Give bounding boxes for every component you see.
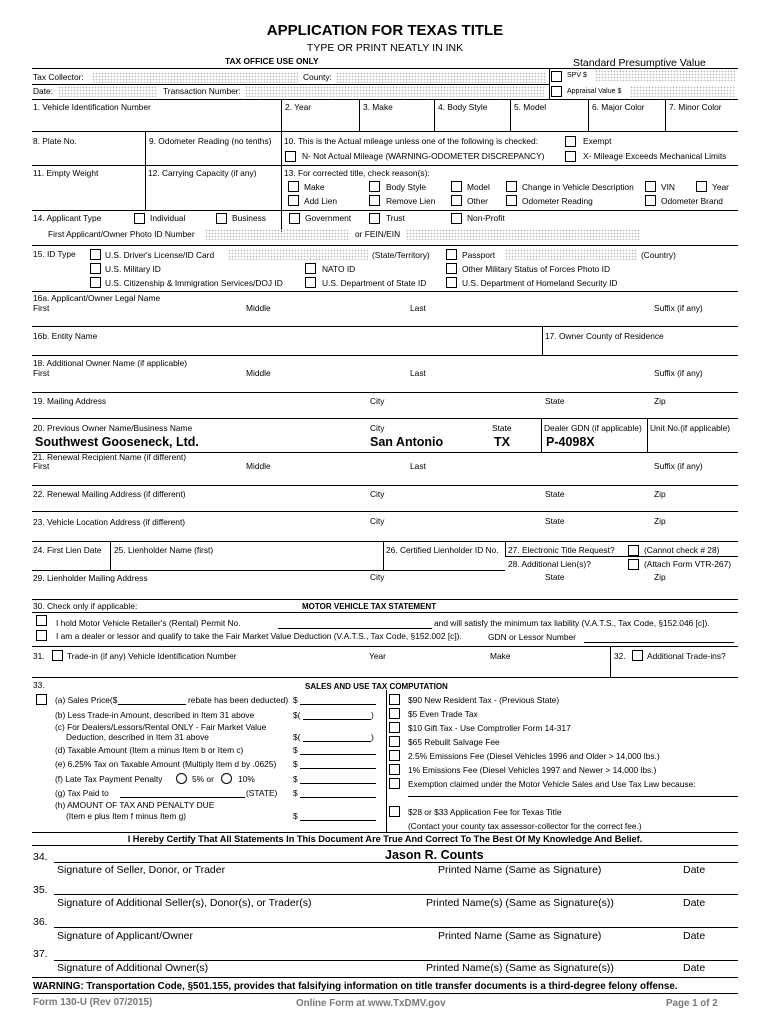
previous-state-label: State	[492, 423, 512, 433]
seller-signature-label: Signature of Seller, Donor, or Trader	[57, 864, 226, 876]
reason-odometer-brand-label: Odometer Brand	[661, 196, 723, 206]
additional-owner-label: 18. Additional Owner Name (if applicable)	[33, 358, 188, 368]
certified-lienholder-label: 26. Certified Lienholder ID No.	[386, 545, 499, 555]
dealer-gdn-value[interactable]: P-4098X	[546, 435, 595, 449]
mailing-city-label: City	[370, 396, 385, 406]
date-field[interactable]	[58, 86, 158, 97]
tradein-year-label: Year	[369, 651, 386, 661]
sig-35-number: 35.	[33, 884, 48, 896]
unit-no-label: Unit No.(if applicable)	[650, 423, 731, 433]
sut-number: 33.	[33, 680, 45, 690]
fee-gift-tax-checkbox[interactable]	[389, 722, 400, 733]
legal-name-last-label: Last	[410, 303, 426, 313]
tradein-checkbox[interactable]	[52, 650, 63, 661]
transaction-field[interactable]	[245, 86, 545, 97]
tax-amount-label: (e) 6.25% Tax on Taxable Amount (Multiply Item d by .0625)	[55, 759, 277, 769]
exemption-checkbox[interactable]	[389, 778, 400, 789]
check-applicable-label: 30. Check only if applicable:	[33, 601, 138, 611]
tradein-number: 31.	[33, 651, 45, 661]
additional-seller-date-label: Date	[683, 897, 706, 909]
applicant-printed-label: Printed Name (Same as Signature)	[438, 930, 602, 942]
type-business-label: Business	[232, 213, 266, 223]
reason-body-label: Body Style	[386, 182, 427, 192]
fee-contact-label: (Contact your county tax assessor-collector for the correct fee.)	[408, 821, 642, 831]
rebate-label: rebate has been deducted)	[188, 695, 289, 705]
fee-resident-label: $90 New Resident Tax - (Previous State)	[408, 695, 560, 705]
additional-owner-date-label: Date	[683, 962, 706, 974]
previous-city-label: City	[370, 423, 385, 433]
dealer-lessor-checkbox[interactable]	[36, 630, 47, 641]
renewal-zip-label: Zip	[654, 489, 666, 499]
reason-make-label: Make	[304, 182, 325, 192]
renewal-middle-label: Middle	[246, 461, 271, 471]
id-uscis-label: U.S. Citizenship & Immigration Services/DOJ ID	[105, 278, 283, 288]
lienholder-address-label: 29. Lienholder Mailing Address	[33, 573, 148, 583]
exceeds-checkbox[interactable]	[565, 151, 576, 162]
tax-office-heading: TAX OFFICE USE ONLY	[225, 56, 319, 66]
electronic-title-label: 27. Electronic Title Request?	[508, 545, 615, 555]
additional-liens-label: 28. Additional Lien(s)?	[508, 559, 591, 569]
form-subtitle: TYPE OR PRINT NEATLY IN INK	[306, 42, 464, 54]
fee-application-label: $28 or $33 Application Fee for Texas Title	[408, 807, 562, 817]
type-trust-label: Trust	[386, 213, 405, 223]
legal-name-first-label: First	[33, 303, 50, 313]
additional-liens-checkbox[interactable]	[628, 559, 639, 570]
sut-heading: SALES AND USE TAX COMPUTATION	[305, 682, 448, 691]
footer-page: Page 1 of 2	[666, 998, 718, 1009]
plate-label: 8. Plate No.	[33, 136, 77, 146]
reason-odometer-brand-checkbox[interactable]	[645, 195, 656, 206]
tax-amount-dollar: $	[293, 759, 298, 769]
applicant-type-label: 14. Applicant Type	[33, 213, 102, 223]
tax-due-label-1: (h) AMOUNT OF TAX AND PENALTY DUE	[55, 800, 215, 810]
additional-owner-last-label: Last	[410, 368, 426, 378]
legal-name-label: 16a. Applicant/Owner Legal Name	[33, 293, 161, 303]
less-tradein-close: )	[371, 710, 374, 720]
fmv-label-1: (c) For Dealers/Lessors/Rental ONLY - Fair Market Value	[55, 722, 267, 732]
fee-emissions-1-checkbox[interactable]	[389, 764, 400, 775]
additional-owner-printed-label: Printed Name(s) (Same as Signature(s))	[426, 962, 614, 974]
additional-owner-middle-label: Middle	[246, 368, 271, 378]
reason-body-checkbox[interactable]	[369, 181, 380, 192]
fee-resident-checkbox[interactable]	[389, 694, 400, 705]
tax-collector-label: Tax Collector:	[33, 72, 84, 82]
sales-price-dollar: $	[293, 695, 298, 705]
photo-id-field[interactable]	[205, 229, 350, 240]
fee-application-checkbox[interactable]	[389, 806, 400, 817]
type-nonprofit-checkbox[interactable]	[451, 213, 462, 224]
id-state-dept-label: U.S. Department of State ID	[322, 278, 427, 288]
location-state-label: State	[545, 516, 565, 526]
spv-heading: Standard Presumptive Value	[573, 57, 706, 69]
type-individual-checkbox[interactable]	[134, 213, 145, 224]
tax-paid-state-label: (STATE)	[246, 788, 278, 798]
penalty-ten-radio[interactable]	[221, 773, 232, 784]
reason-odometer-label: Odometer Reading	[522, 196, 593, 206]
tax-paid-dollar: $	[293, 788, 298, 798]
renewal-recipient-label: 21. Renewal Recipient Name (if different)	[33, 452, 186, 462]
id-dhs-checkbox[interactable]	[446, 277, 457, 288]
mailing-zip-label: Zip	[654, 396, 666, 406]
transaction-label: Transaction Number:	[163, 86, 241, 96]
renewal-last-label: Last	[410, 461, 426, 471]
mailing-state-label: State	[545, 396, 565, 406]
reason-odometer-checkbox[interactable]	[506, 195, 517, 206]
not-actual-checkbox[interactable]	[285, 151, 296, 162]
major-color-label: 6. Major Color	[592, 102, 645, 112]
additional-owner-suffix-label: Suffix (if any)	[654, 368, 703, 378]
id-country-field[interactable]	[505, 249, 637, 260]
id-passport-checkbox[interactable]	[446, 249, 457, 260]
minor-color-label: 7. Minor Color	[669, 102, 722, 112]
seller-printed-name-label: Printed Name (Same as Signature)	[438, 864, 602, 876]
reason-year-checkbox[interactable]	[696, 181, 707, 192]
taxable-amount-label: (d) Taxable Amount (Item a minus Item b or Item c)	[55, 745, 244, 755]
carrying-capacity-label: 12. Carrying Capacity (if any)	[148, 168, 257, 178]
renewal-suffix-label: Suffix (if any)	[654, 461, 703, 471]
location-zip-label: Zip	[654, 516, 666, 526]
tax-due-label-2: (Item e plus Item f minus Item g)	[66, 811, 187, 821]
applicant-signature-label: Signature of Applicant/Owner	[57, 930, 193, 942]
cannot-check-label: (Cannot check # 28)	[644, 545, 720, 555]
reason-vin-checkbox[interactable]	[645, 181, 656, 192]
additional-tradeins-label: Additional Trade-ins?	[647, 651, 726, 661]
fmv-dollar: $(	[293, 732, 301, 742]
fee-rebuilt-checkbox[interactable]	[389, 736, 400, 747]
reason-other-checkbox[interactable]	[451, 195, 462, 206]
appraisal-field[interactable]	[630, 86, 735, 97]
photo-id-label: First Applicant/Owner Photo ID Number	[48, 229, 195, 239]
body-style-label: 4. Body Style	[438, 102, 488, 112]
rental-permit-checkbox[interactable]	[36, 615, 47, 626]
additional-tradeins-checkbox[interactable]	[632, 650, 643, 661]
gdn-lessor-label: GDN or Lessor Number	[488, 632, 576, 642]
penalty-ten-label: 10%	[238, 774, 255, 784]
renewal-state-label: State	[545, 489, 565, 499]
late-penalty-label: (f) Late Tax Payment Penalty	[55, 774, 163, 784]
year-label: 2. Year	[285, 102, 312, 112]
reason-description-checkbox[interactable]	[506, 181, 517, 192]
attach-form-label: (Attach Form VTR-267)	[644, 559, 732, 569]
additional-seller-signature-label: Signature of Additional Seller(s), Donor(s), or Trader(s)	[57, 897, 312, 909]
seller-date-label: Date	[683, 864, 706, 876]
spv-checkbox[interactable]	[551, 71, 562, 82]
additional-tradeins-number: 32.	[614, 651, 626, 661]
tradein-make-label: Make	[490, 651, 511, 661]
warning-text: WARNING: Transportation Code, §501.155, provides that falsifying information on title transfer documents is a third-degree felony offense.	[33, 981, 678, 992]
reason-other-label: Other	[467, 196, 488, 206]
spv-label: SPV $	[567, 72, 587, 79]
first-lien-date-label: 24. First Lien Date	[33, 545, 102, 555]
lienholder-state-label: State	[545, 572, 565, 582]
fee-gift-tax-label: $10 Gift Tax - Use Comptroller Form 14-317	[408, 723, 571, 733]
footer-form-number: Form 130-U (Rev 07/2015)	[33, 997, 153, 1008]
form-title: APPLICATION FOR TEXAS TITLE	[266, 22, 504, 39]
reason-remove-lien-checkbox[interactable]	[369, 195, 380, 206]
id-uscis-checkbox[interactable]	[90, 277, 101, 288]
spv-field[interactable]	[595, 70, 735, 81]
appraisal-checkbox[interactable]	[551, 86, 562, 97]
appraisal-label: Appraisal Value $	[567, 88, 622, 95]
renewal-mailing-label: 22. Renewal Mailing Address (if different)	[33, 489, 186, 499]
not-actual-label: N- Not Actual Mileage (WARNING-ODOMETER DISCREPANCY)	[302, 151, 545, 161]
exempt-checkbox[interactable]	[565, 136, 576, 147]
fein-field[interactable]	[406, 229, 640, 240]
vehicle-location-label: 23. Vehicle Location Address (if different)	[33, 517, 186, 527]
id-military-label: U.S. Military ID	[105, 264, 161, 274]
reason-add-lien-checkbox[interactable]	[288, 195, 299, 206]
mailing-address-label: 19. Mailing Address	[33, 396, 107, 406]
fee-even-trade-checkbox[interactable]	[389, 708, 400, 719]
fmv-label-2: Deduction, described in Item 31 above	[66, 732, 209, 742]
dealer-lessor-label: I am a dealer or lessor and qualify to take the Fair Market Value Deduction (V.A.T.S., Tax Code, §152.002 [c]).	[56, 631, 462, 641]
renewal-city-label: City	[370, 489, 385, 499]
reason-add-lien-label: Add Lien	[304, 196, 338, 206]
id-nato-checkbox[interactable]	[305, 263, 316, 274]
location-city-label: City	[370, 516, 385, 526]
id-type-label: 15. ID Type	[33, 249, 76, 259]
rental-permit-label: I hold Motor Vehicle Retailer's (Rental) Permit No.	[56, 618, 241, 628]
id-other-military-label: Other Military Status of Forces Photo ID	[462, 264, 611, 274]
renewal-first-label: First	[33, 461, 50, 471]
type-nonprofit-label: Non-Profit	[467, 213, 505, 223]
tradein-label: Trade-in (if any) Vehicle Identification Number	[67, 651, 237, 661]
sig-37-number: 37.	[33, 948, 48, 960]
legal-name-middle-label: Middle	[246, 303, 271, 313]
additional-owner-first-label: First	[33, 368, 50, 378]
dealer-gdn-label: Dealer GDN (if applicable)	[544, 423, 642, 433]
fee-emissions-1-label: 1% Emissions Fee (Diesel Vehicles 1997 and Newer > 14,000 lbs.)	[408, 765, 657, 775]
less-tradein-dollar: $(	[293, 710, 301, 720]
id-drivers-license-label: U.S. Driver's License/ID Card	[105, 250, 215, 260]
penalty-dollar: $	[293, 774, 298, 784]
reason-model-checkbox[interactable]	[451, 181, 462, 192]
sig-36-number: 36.	[33, 916, 48, 928]
lienholder-zip-label: Zip	[654, 572, 666, 582]
exemption-label: Exemption claimed under the Motor Vehicle Sales and Use Tax Law because:	[408, 779, 696, 789]
previous-city-value[interactable]: San Antonio	[370, 435, 444, 449]
fee-emissions-25-checkbox[interactable]	[389, 750, 400, 761]
seller-printed-name-value[interactable]: Jason R. Counts	[385, 848, 484, 862]
previous-state-value[interactable]: TX	[494, 435, 510, 449]
sales-price-label: (a) Sales Price($	[55, 695, 118, 705]
tax-due-dollar: $	[293, 811, 298, 821]
fein-label: or FEIN/EIN	[355, 229, 401, 239]
id-passport-label: Passport	[462, 250, 496, 260]
model-label: 5. Model	[514, 102, 547, 112]
footer-online: Online Form at www.TxDMV.gov	[296, 998, 446, 1009]
make-label: 3. Make	[363, 102, 393, 112]
reason-make-checkbox[interactable]	[288, 181, 299, 192]
penalty-five-label: 5% or	[192, 774, 214, 784]
county-field[interactable]	[336, 72, 546, 83]
type-business-checkbox[interactable]	[216, 213, 227, 224]
fee-even-trade-label: $5 Even Trade Tax	[408, 709, 478, 719]
type-government-label: Government	[305, 213, 352, 223]
id-state-dept-checkbox[interactable]	[305, 277, 316, 288]
applicant-date-label: Date	[683, 930, 706, 942]
certification-statement: I Hereby Certify That All Statements In This Document Are True And Correct To The Best Of My Knowledge And Belief.	[127, 834, 643, 844]
vats-label: and will satisfy the minimum tax liability (V.A.T.S., Tax Code, §152.046 [c]).	[434, 618, 710, 628]
type-government-checkbox[interactable]	[289, 213, 300, 224]
id-state-label: (State/Territory)	[372, 250, 430, 260]
mvt-heading: MOTOR VEHICLE TAX STATEMENT	[302, 602, 437, 611]
id-country-label: (Country)	[641, 250, 676, 260]
reason-model-label: Model	[467, 182, 490, 192]
id-military-checkbox[interactable]	[90, 263, 101, 274]
id-state-field[interactable]	[228, 249, 368, 260]
exceeds-label: X- Mileage Exceeds Mechanical Limits	[583, 151, 727, 161]
reason-remove-lien-label: Remove Lien	[386, 196, 436, 206]
odometer-label: 9. Odometer Reading (no tenths)	[149, 136, 272, 146]
reason-description-label: Change in Vehicle Description	[522, 182, 634, 192]
fee-emissions-25-label: 2.5% Emissions Fee (Diesel Vehicles 1996 and Older > 14,000 lbs.)	[408, 751, 660, 761]
type-trust-checkbox[interactable]	[369, 213, 380, 224]
vin-label: 1. Vehicle Identification Number	[33, 102, 151, 112]
empty-weight-label: 11. Empty Weight	[33, 168, 99, 178]
previous-owner-value[interactable]: Southwest Gooseneck, Ltd.	[35, 435, 199, 449]
sales-price-checkbox[interactable]	[36, 694, 47, 705]
legal-name-suffix-label: Suffix (if any)	[654, 303, 703, 313]
sig-34-number: 34.	[33, 851, 48, 863]
id-other-military-checkbox[interactable]	[446, 263, 457, 274]
lienholder-city-label: City	[370, 572, 385, 582]
additional-owner-signature-label: Signature of Additional Owner(s)	[57, 962, 209, 974]
less-tradein-label: (b) Less Trade-in Amount, described in Item 31 above	[55, 710, 255, 720]
mileage-label: 10. This is the Actual mileage unless one of the following is checked:	[284, 136, 539, 146]
electronic-title-checkbox[interactable]	[628, 545, 639, 556]
date-label: Date:	[33, 86, 54, 96]
additional-seller-printed-label: Printed Name(s) (Same as Signature(s))	[426, 897, 614, 909]
exempt-label: Exempt	[583, 136, 612, 146]
penalty-five-radio[interactable]	[176, 773, 187, 784]
tax-collector-field[interactable]	[92, 72, 298, 83]
corrected-label: 13. For corrected title, check reason(s):	[284, 168, 430, 178]
id-drivers-license-checkbox[interactable]	[90, 249, 101, 260]
lienholder-name-label: 25. Lienholder Name (first)	[114, 545, 214, 555]
id-nato-label: NATO ID	[322, 264, 356, 274]
reason-year-label: Year	[712, 182, 729, 192]
county-label: County:	[303, 72, 332, 82]
previous-owner-label: 20. Previous Owner Name/Business Name	[33, 423, 193, 433]
tax-paid-label: (g) Tax Paid to	[55, 788, 109, 798]
fmv-close: )	[371, 732, 374, 742]
taxable-amount-dollar: $	[293, 745, 298, 755]
id-dhs-label: U.S. Department of Homeland Security ID	[462, 278, 618, 288]
reason-vin-label: VIN	[661, 182, 675, 192]
fee-rebuilt-label: $65 Rebuilt Salvage Fee	[408, 737, 500, 747]
type-individual-label: Individual	[150, 213, 186, 223]
owner-county-label: 17. Owner County of Residence	[545, 331, 664, 341]
entity-name-label: 16b. Entity Name	[33, 331, 98, 341]
